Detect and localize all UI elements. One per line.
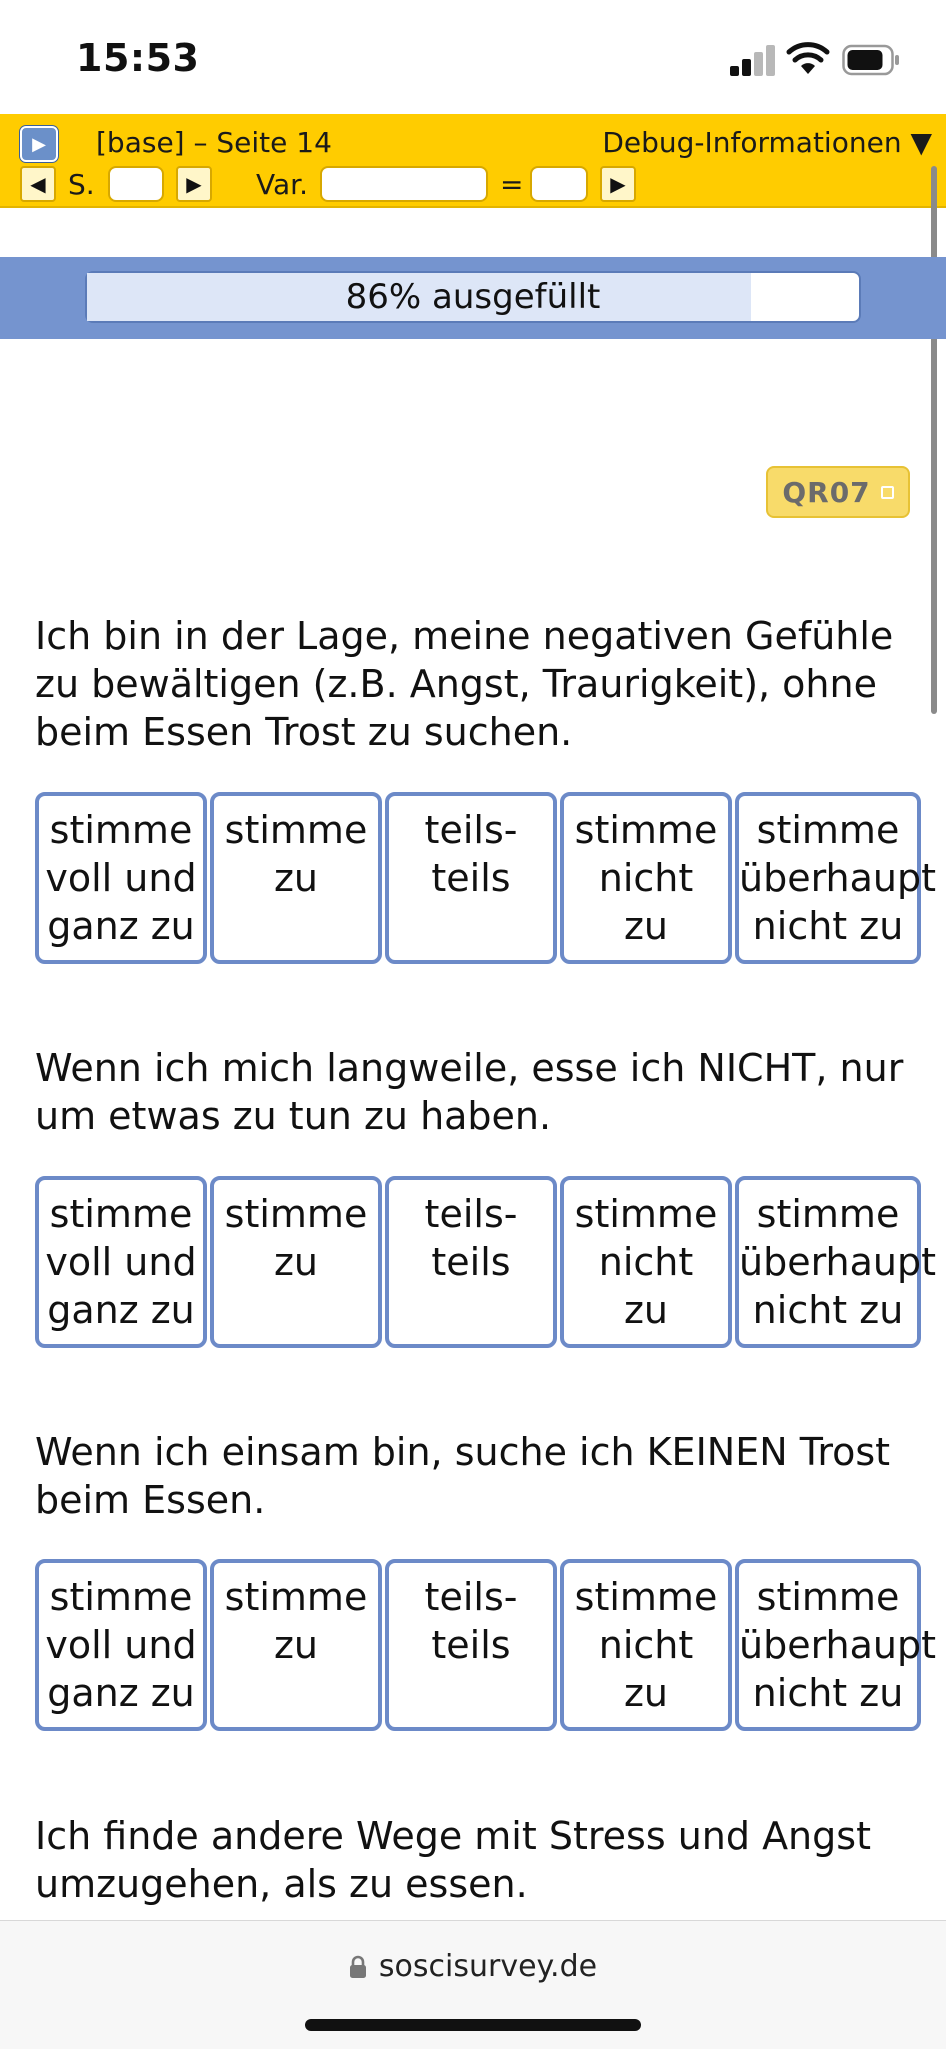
- page-jump-go-button[interactable]: [176, 166, 212, 202]
- next-arrow-icon: ▶: [186, 172, 202, 196]
- scale-option-2[interactable]: stimme zu: [210, 1559, 382, 1731]
- scale-option-4[interactable]: stimme nicht zu: [560, 1559, 732, 1731]
- scale-option-4[interactable]: stimme nicht zu: [560, 792, 732, 964]
- scale-option-3[interactable]: teils- teils: [385, 792, 557, 964]
- progress-band: [0, 257, 946, 339]
- item-text: Ich finde andere Wege mit Stress und Angst umzugehen, als zu essen.: [35, 1814, 871, 1906]
- scale-option-1[interactable]: stimme voll und ganz zu: [35, 1559, 207, 1731]
- scrollbar-thumb[interactable]: [931, 166, 937, 714]
- scale-option-3[interactable]: teils- teils: [385, 1176, 557, 1348]
- scale-option-1[interactable]: stimme voll und ganz zu: [35, 792, 207, 964]
- progress-bar: [85, 271, 861, 323]
- next-arrow-icon: ▶: [610, 172, 626, 196]
- scale-option-4[interactable]: stimme nicht zu: [560, 1176, 732, 1348]
- variable-label: Var.: [256, 168, 308, 201]
- scale-row: [35, 1559, 937, 1731]
- equals-label: =: [500, 168, 524, 201]
- address-bar[interactable]: [0, 1949, 946, 1984]
- debug-play-icon[interactable]: [20, 126, 58, 162]
- prev-page-button[interactable]: [20, 166, 56, 202]
- prev-arrow-icon: ◀: [30, 172, 46, 196]
- lock-icon: [349, 1955, 367, 1979]
- debug-bar: [0, 114, 946, 208]
- progress-label: 86% ausgefüllt: [345, 277, 601, 317]
- scale-row: [35, 792, 937, 964]
- variable-set-button[interactable]: [600, 166, 636, 202]
- browser-bottom-bar: [0, 1920, 946, 2049]
- page-jump-input[interactable]: [108, 166, 164, 202]
- question-id-text: QR07: [782, 475, 871, 509]
- scale-option-2[interactable]: stimme zu: [210, 792, 382, 964]
- url-text: soscisurvey.de: [378, 1949, 598, 1984]
- scale-option-5[interactable]: stimme überhaupt nicht zu: [735, 1176, 921, 1348]
- item-text: Wenn ich einsam bin, suche ich KEINEN Trost beim Essen.: [35, 1430, 891, 1522]
- debug-info-toggle[interactable]: Debug-Informationen ▼: [602, 126, 932, 159]
- variable-name-input[interactable]: [320, 166, 488, 202]
- scale-option-3[interactable]: teils- teils: [385, 1559, 557, 1731]
- question-id-badge[interactable]: [766, 466, 910, 518]
- status-time: 15:53: [76, 36, 200, 80]
- cellular-signal-icon: [730, 44, 776, 76]
- scale-row: [35, 1176, 937, 1348]
- scale-option-2[interactable]: stimme zu: [210, 1176, 382, 1348]
- battery-icon: [842, 44, 900, 76]
- item-text: Ich bin in der Lage, meine negativen Gefühle zu bewältigen (z.B. Angst, Traurigkeit), ohne beim Essen Trost zu suchen.: [35, 614, 894, 754]
- question-info-icon: [881, 486, 894, 499]
- variable-value-input[interactable]: [530, 166, 588, 202]
- page-jump-label: S.: [68, 168, 95, 201]
- wifi-icon: [786, 40, 830, 76]
- status-bar: [0, 0, 946, 114]
- debug-page-title: [base] – Seite 14: [96, 126, 332, 159]
- item-text: Wenn ich mich langweile, esse ich NICHT, nur um etwas zu tun zu haben.: [35, 1046, 904, 1138]
- scale-option-5[interactable]: stimme überhaupt nicht zu: [735, 1559, 921, 1731]
- debug-play-glyph: ▶: [32, 133, 46, 155]
- scale-option-1[interactable]: stimme voll und ganz zu: [35, 1176, 207, 1348]
- scale-option-5[interactable]: stimme überhaupt nicht zu: [735, 792, 921, 964]
- home-indicator[interactable]: [305, 2019, 641, 2031]
